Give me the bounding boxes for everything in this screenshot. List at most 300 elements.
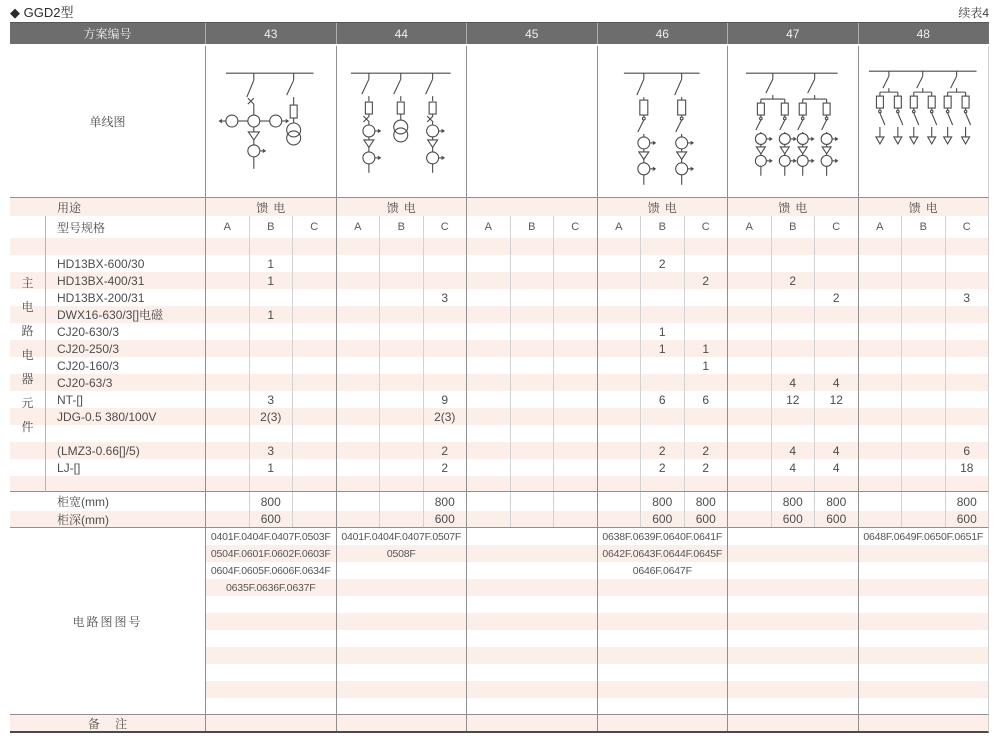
qty-cell [336, 323, 380, 340]
qty-cell [423, 374, 467, 391]
dim-cell [292, 511, 336, 527]
qty-cell [597, 459, 641, 476]
qty-cell [510, 391, 554, 408]
circuit-number-line [206, 647, 336, 664]
qty-cell [292, 459, 336, 476]
circuit-number-line [728, 664, 858, 681]
component-label: CJ20-63/3 [57, 375, 113, 390]
qty-cell [858, 238, 902, 255]
section-label-char: 元 [21, 395, 34, 410]
qty-cell [640, 272, 684, 289]
qty-cell [510, 272, 554, 289]
qty-cell [423, 306, 467, 323]
qty-cell [336, 425, 380, 442]
qty-cell [771, 238, 815, 255]
qty-cell [553, 408, 597, 425]
circuit-number-line [206, 698, 336, 714]
dim-cell [510, 492, 554, 511]
qty-cell [640, 425, 684, 442]
qty-cell [771, 357, 815, 374]
circuit-number-line: 0504F.0601F.0602F.0603F [206, 545, 336, 562]
qty-cell [205, 425, 249, 442]
spec-row-label: 型号规格 [57, 220, 106, 235]
qty-cell [553, 340, 597, 357]
dim-cell [597, 492, 641, 511]
spacer-cell [336, 476, 380, 491]
phase-header: A [727, 216, 771, 238]
circuit-number-line [337, 630, 467, 647]
qty-cell: 9 [423, 391, 467, 408]
qty-cell [727, 357, 771, 374]
qty-cell [292, 238, 336, 255]
qty-cell [379, 357, 423, 374]
qty-cell [597, 408, 641, 425]
dim-cell: 600 [814, 511, 858, 527]
qty-cell [814, 255, 858, 272]
usage-value-46: 馈电 [597, 198, 728, 216]
qty-cell [553, 255, 597, 272]
qty-cell [597, 340, 641, 357]
spacer-cell [379, 476, 423, 491]
qty-cell: 3 [249, 391, 293, 408]
qty-cell [553, 289, 597, 306]
remark-label: 备 注 [87, 716, 134, 731]
qty-cell [727, 272, 771, 289]
dim-cell [466, 511, 510, 527]
dim-cell [336, 492, 380, 511]
phase-header: C [684, 216, 728, 238]
spacer-cell [814, 476, 858, 491]
qty-cell [336, 408, 380, 425]
spec-header-row [10, 216, 989, 238]
component-row [10, 357, 989, 374]
qty-cell [684, 425, 728, 442]
qty-cell [466, 323, 510, 340]
component-row [10, 442, 989, 459]
phase-header: C [423, 216, 467, 238]
qty-cell [901, 289, 945, 306]
qty-cell [597, 425, 641, 442]
usage-value-43: 馈电 [205, 198, 336, 216]
remark-cell-47 [727, 715, 858, 731]
component-row [10, 323, 989, 340]
qty-cell [684, 306, 728, 323]
qty-cell [858, 374, 902, 391]
qty-cell [814, 323, 858, 340]
qty-cell [379, 255, 423, 272]
qty-cell: 2 [684, 272, 728, 289]
left-strip-cell [10, 323, 45, 340]
dim-cell: 800 [684, 492, 728, 511]
qty-cell [466, 306, 510, 323]
circuit-numbers-48 [858, 528, 989, 714]
qty-cell [379, 442, 423, 459]
circuit-number-line: 0604F.0605F.0606F.0634F [210, 564, 331, 577]
dim-cell: 800 [423, 492, 467, 511]
circuit-number-line [859, 562, 989, 579]
qty-cell [814, 306, 858, 323]
qty-cell [379, 272, 423, 289]
qty-cell [553, 238, 597, 255]
qty-cell [466, 340, 510, 357]
qty-cell [727, 408, 771, 425]
phase-header: A [466, 216, 510, 238]
qty-cell [466, 374, 510, 391]
circuit-numbers-46 [597, 528, 728, 714]
circuit-number-line [206, 596, 336, 613]
circuit-number-line [728, 562, 858, 579]
phase-header: B [771, 216, 815, 238]
dim-cell [205, 511, 249, 527]
section-label-char: 件 [21, 419, 34, 434]
qty-cell [814, 408, 858, 425]
qty-cell [336, 289, 380, 306]
circuit-number-line [859, 545, 989, 562]
circuit-number-line [728, 596, 858, 613]
qty-cell: 12 [771, 391, 815, 408]
circuit-number-section [10, 528, 989, 715]
qty-cell [249, 340, 293, 357]
qty-cell: 2 [640, 459, 684, 476]
qty-cell [901, 238, 945, 255]
qty-cell: 3 [423, 289, 467, 306]
qty-cell: 1 [684, 357, 728, 374]
qty-cell [205, 357, 249, 374]
component-label: CJ20-160/3 [57, 358, 120, 373]
qty-cell: 1 [249, 272, 293, 289]
component-row [10, 238, 989, 255]
spacer-cell [727, 476, 771, 491]
qty-cell [901, 425, 945, 442]
spacer-cell [945, 476, 989, 491]
component-row [10, 272, 989, 289]
qty-cell [814, 425, 858, 442]
qty-cell [858, 306, 902, 323]
circuit-number-line [598, 664, 728, 681]
phase-header: A [336, 216, 380, 238]
qty-cell [814, 340, 858, 357]
qty-cell [901, 374, 945, 391]
spacer-cell [292, 476, 336, 491]
phase-header: C [553, 216, 597, 238]
qty-cell [684, 255, 728, 272]
qty-cell [597, 255, 641, 272]
component-row [10, 340, 989, 357]
qty-cell [640, 357, 684, 374]
page-title: ◆ GGD2型 [10, 5, 74, 20]
component-label: CJ20-250/3 [57, 341, 120, 356]
qty-cell [945, 340, 989, 357]
left-strip-cell [10, 238, 45, 255]
qty-cell [249, 357, 293, 374]
circuit-number-line [467, 596, 597, 613]
qty-cell [423, 357, 467, 374]
qty-cell: 4 [814, 459, 858, 476]
circuit-number-line [728, 698, 858, 714]
qty-cell [249, 323, 293, 340]
qty-cell [553, 323, 597, 340]
cabinet-depth-row-label: 柜深(mm) [57, 512, 109, 527]
spacer-cell [597, 476, 641, 491]
qty-cell [336, 340, 380, 357]
circuit-number-line: 0635F.0636F.0637F [206, 579, 336, 596]
dim-cell [466, 492, 510, 511]
circuit-number-line [598, 579, 728, 596]
qty-cell [423, 340, 467, 357]
qty-cell [379, 238, 423, 255]
qty-cell [684, 323, 728, 340]
qty-cell [466, 408, 510, 425]
qty-cell [379, 340, 423, 357]
circuit-number-line: 0401F.0404F.0407F.0507F [341, 530, 462, 543]
qty-cell [771, 255, 815, 272]
left-strip-cell [10, 391, 45, 408]
qty-cell [684, 408, 728, 425]
component-label: NT-[] [57, 392, 83, 407]
qty-cell [336, 374, 380, 391]
qty-cell [466, 357, 510, 374]
qty-cell [292, 306, 336, 323]
qty-cell [379, 408, 423, 425]
circuit-number-line [728, 647, 858, 664]
qty-cell [727, 374, 771, 391]
circuit-number-line [598, 630, 728, 647]
qty-cell [379, 425, 423, 442]
dim-cell: 600 [640, 511, 684, 527]
circuit-number-line [598, 698, 728, 714]
dim-cell [553, 511, 597, 527]
qty-cell [597, 323, 641, 340]
single-line-diagram-45 [466, 46, 597, 197]
qty-cell [901, 442, 945, 459]
qty-cell [684, 289, 728, 306]
qty-cell [640, 306, 684, 323]
dim-cell [336, 511, 380, 527]
diagram-row-label: 单线图 [89, 115, 126, 129]
circuit-number-line [859, 647, 989, 664]
component-label: DWX16-630/3[]电磁 [57, 308, 164, 322]
qty-cell [292, 425, 336, 442]
qty-cell [727, 442, 771, 459]
circuit-number-line [859, 698, 989, 714]
qty-cell [553, 442, 597, 459]
qty-cell [466, 391, 510, 408]
qty-cell [510, 357, 554, 374]
qty-cell [423, 272, 467, 289]
qty-cell [814, 238, 858, 255]
qty-cell [205, 459, 249, 476]
circuit-number-line [859, 579, 989, 596]
phase-header: C [814, 216, 858, 238]
dim-cell [597, 511, 641, 527]
qty-cell: 1 [249, 255, 293, 272]
circuit-number-line [598, 596, 728, 613]
qty-cell [597, 357, 641, 374]
phase-header: C [292, 216, 336, 238]
circuit-number-line: 0646F.0647F [632, 564, 692, 577]
qty-cell: 4 [771, 442, 815, 459]
qty-cell [510, 408, 554, 425]
qty-cell [423, 425, 467, 442]
qty-cell [945, 323, 989, 340]
qty-cell [205, 272, 249, 289]
usage-value-44: 馈电 [336, 198, 467, 216]
qty-cell [510, 459, 554, 476]
dim-cell: 800 [945, 492, 989, 511]
usage-value-48: 馈电 [858, 198, 989, 216]
phase-header: B [901, 216, 945, 238]
qty-cell [336, 272, 380, 289]
section-label-char: 路 [21, 323, 34, 338]
circuit-number-stack-46 [598, 528, 728, 714]
component-label: JDG-0.5 380/100V [57, 409, 157, 424]
qty-cell [379, 374, 423, 391]
qty-cell [205, 255, 249, 272]
qty-cell [858, 289, 902, 306]
qty-cell [945, 238, 989, 255]
spacer-cell [640, 476, 684, 491]
circuit-number-line [859, 681, 989, 698]
phase-header: A [205, 216, 249, 238]
qty-cell [597, 289, 641, 306]
left-strip-cell [10, 340, 45, 357]
circuit-number-line [467, 613, 597, 630]
component-label: HD13BX-600/30 [57, 256, 145, 271]
remark-cell-44 [336, 715, 467, 731]
left-strip-cell [10, 425, 45, 442]
component-label [45, 238, 205, 255]
component-label: HD13BX-200/31 [57, 290, 145, 305]
circuit-numbers-43 [205, 528, 336, 714]
component-row [10, 408, 989, 425]
circuit-number-line [467, 698, 597, 714]
circuit-number-line [728, 579, 858, 596]
qty-cell [553, 425, 597, 442]
section-label-char: 主 [21, 275, 34, 290]
qty-cell [814, 272, 858, 289]
circuit-number-stack-48 [859, 528, 989, 714]
scheme-header-47: 47 [727, 23, 858, 44]
qty-cell [901, 323, 945, 340]
qty-cell [292, 255, 336, 272]
component-label: CJ20-630/3 [57, 324, 120, 339]
circuit-number-line [337, 664, 467, 681]
phase-header: B [510, 216, 554, 238]
qty-cell [771, 340, 815, 357]
single-line-diagram-46 [597, 46, 728, 197]
circuit-number-line [728, 545, 858, 562]
qty-cell [901, 357, 945, 374]
qty-cell [901, 391, 945, 408]
dim-cell: 800 [249, 492, 293, 511]
qty-cell [597, 306, 641, 323]
qty-cell [597, 442, 641, 459]
qty-cell [901, 459, 945, 476]
single-line-diagram-row [10, 46, 989, 198]
qty-cell [858, 255, 902, 272]
qty-cell: 2 [814, 289, 858, 306]
circuit-number-line [467, 545, 597, 562]
qty-cell [640, 374, 684, 391]
spacer-cell [249, 476, 293, 491]
qty-cell [292, 272, 336, 289]
qty-cell [901, 255, 945, 272]
circuit-number-stack-45 [467, 528, 597, 714]
circuit-number-line [859, 613, 989, 630]
scheme-header-row [10, 22, 989, 44]
qty-cell [684, 374, 728, 391]
circuit-number-line [337, 579, 467, 596]
dim-cell: 600 [423, 511, 467, 527]
qty-cell [510, 306, 554, 323]
qty-cell [292, 323, 336, 340]
qty-cell [901, 272, 945, 289]
component-label: LJ-[] [57, 460, 81, 475]
qty-cell [292, 408, 336, 425]
qty-cell [205, 374, 249, 391]
qty-cell [249, 425, 293, 442]
left-strip-cell [10, 442, 45, 459]
circuit-number-label: 电路图图号 [72, 614, 143, 629]
qty-cell [945, 357, 989, 374]
qty-cell [684, 238, 728, 255]
spacer-cell [684, 476, 728, 491]
dim-cell [858, 511, 902, 527]
circuit-number-line [337, 681, 467, 698]
left-strip-cell [10, 272, 45, 289]
qty-cell [466, 238, 510, 255]
qty-cell [945, 306, 989, 323]
qty-cell [553, 306, 597, 323]
circuit-number-line: 0642F.0643F.0644F.0645F [598, 545, 728, 562]
qty-cell [510, 442, 554, 459]
circuit-number-line [467, 664, 597, 681]
spacer-row [10, 476, 989, 492]
qty-cell [379, 323, 423, 340]
qty-cell [858, 391, 902, 408]
qty-cell [553, 459, 597, 476]
qty-cell [814, 357, 858, 374]
qty-cell: 6 [640, 391, 684, 408]
qty-cell [858, 425, 902, 442]
component-row [10, 459, 989, 476]
qty-cell [597, 272, 641, 289]
dim-cell [510, 511, 554, 527]
spacer-cell [466, 476, 510, 491]
qty-cell [292, 391, 336, 408]
spacer-cell [510, 476, 554, 491]
qty-cell [292, 340, 336, 357]
dim-cell: 600 [249, 511, 293, 527]
component-row [10, 306, 989, 323]
qty-cell: 4 [814, 374, 858, 391]
qty-cell [292, 357, 336, 374]
circuit-number-line: 0648F.0649F.0650F.0651F [863, 530, 984, 543]
circuit-number-line: 0401F.0404F.0407F.0503F [210, 530, 331, 543]
qty-cell [423, 255, 467, 272]
qty-cell [640, 408, 684, 425]
left-strip-cell [10, 255, 45, 272]
circuit-number-line [337, 562, 467, 579]
component-label: (LMZ3-0.66[]/5) [57, 443, 140, 458]
qty-cell: 1 [684, 340, 728, 357]
circuit-number-line [728, 528, 858, 545]
qty-cell [597, 374, 641, 391]
phase-header: C [945, 216, 989, 238]
qty-cell [205, 306, 249, 323]
qty-cell [205, 442, 249, 459]
circuit-number-line [467, 528, 597, 545]
